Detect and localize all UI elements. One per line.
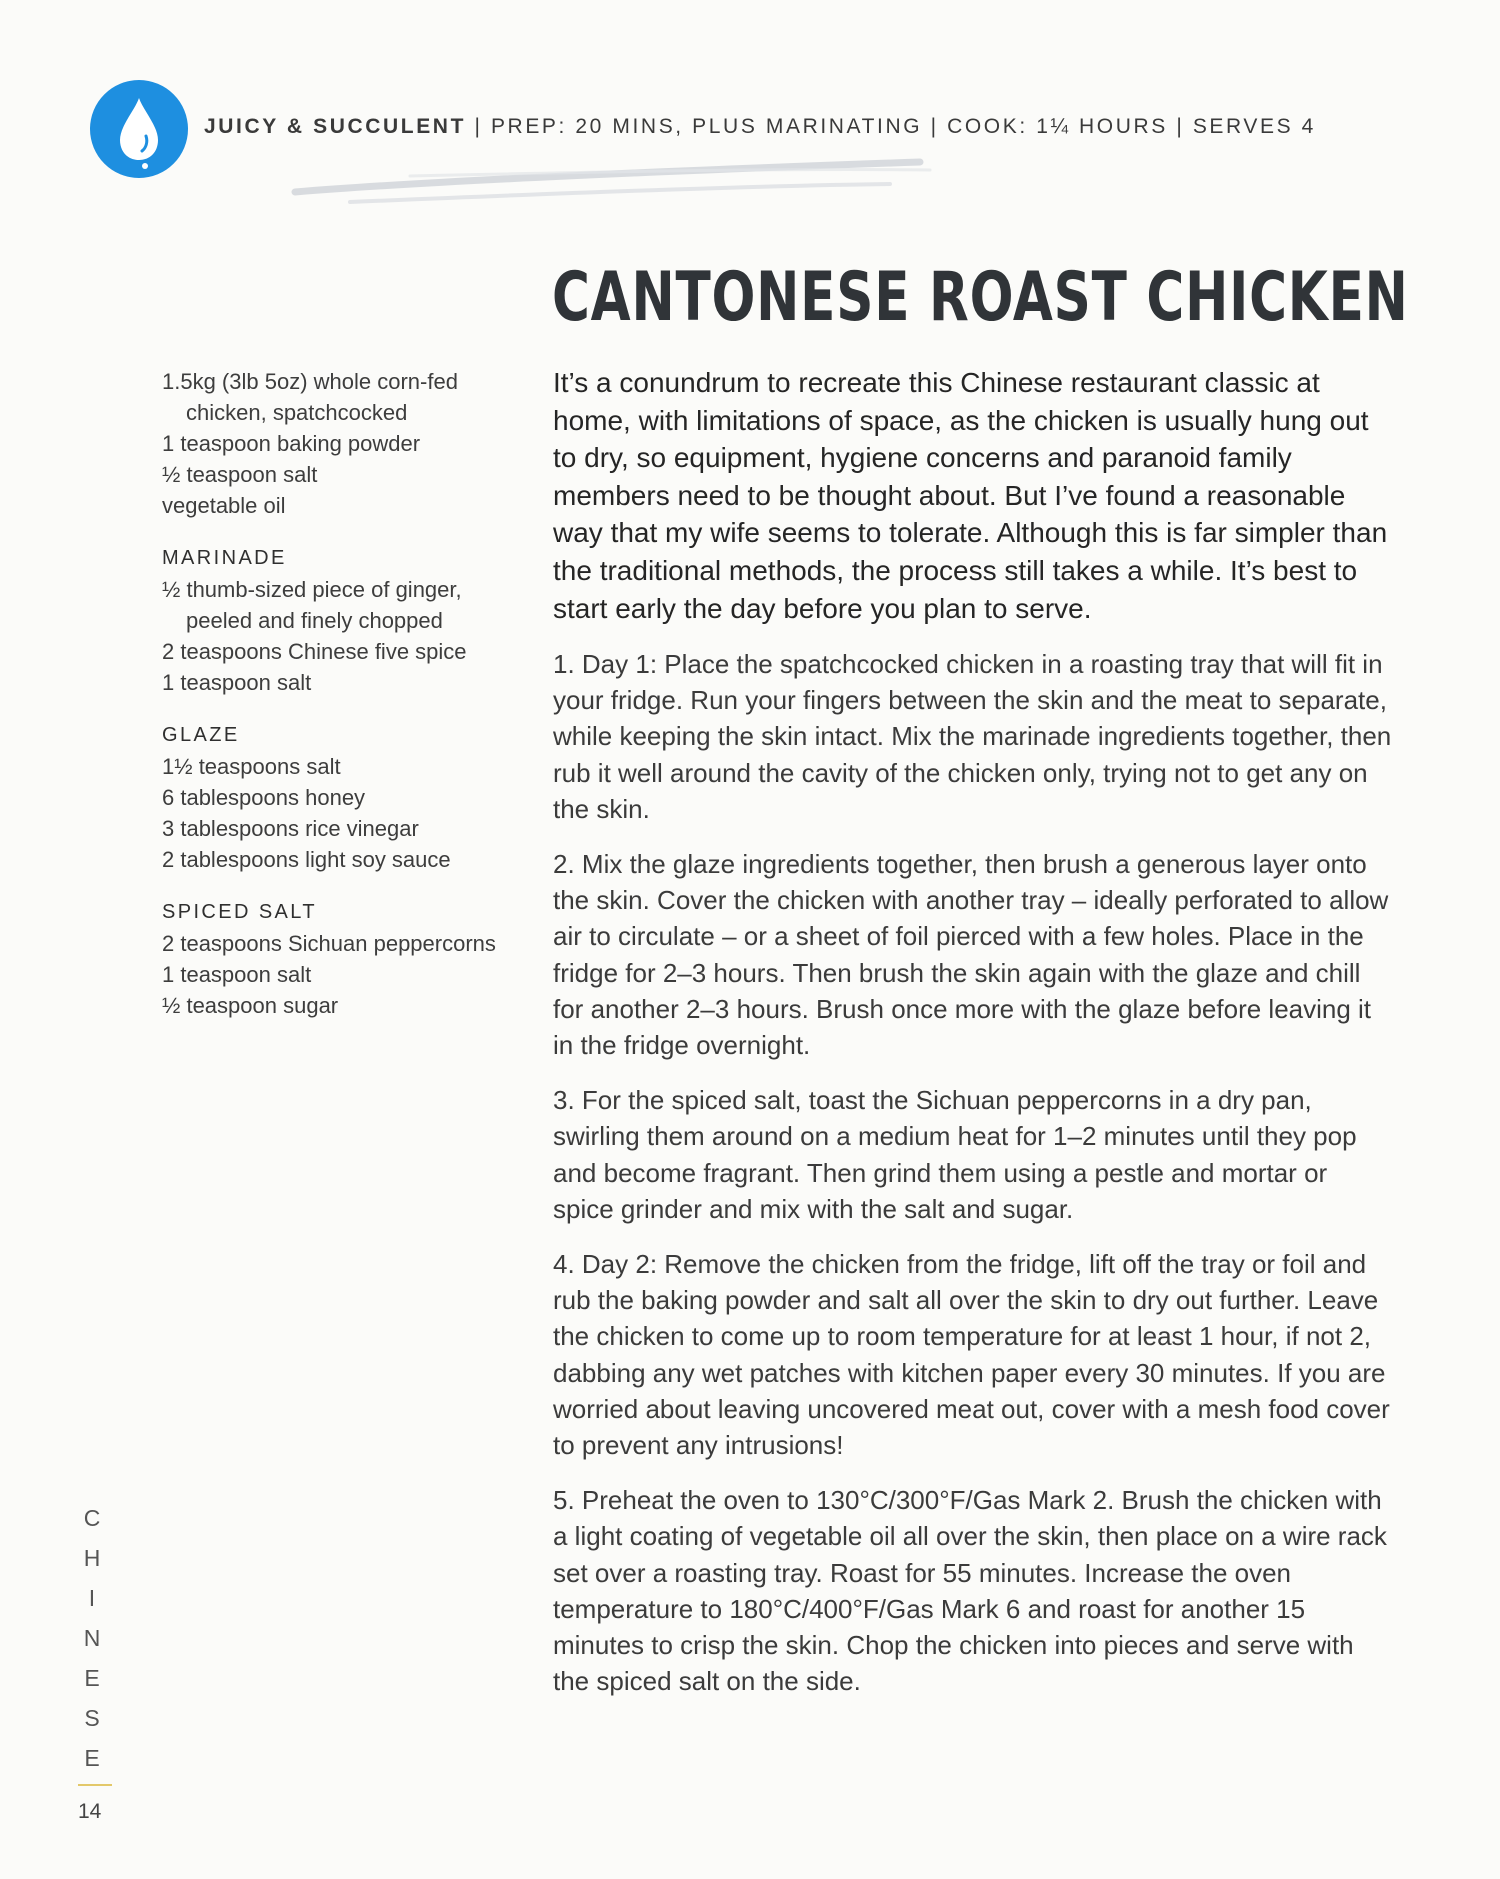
- ingredient-item: 1 teaspoon salt: [162, 962, 312, 987]
- ingredients-spiced-salt: [162, 897, 522, 1021]
- water-drop-badge: [90, 80, 188, 178]
- ingredient-item: 1 teaspoon baking powder: [162, 431, 421, 456]
- ingredient-item: ½ teaspoon sugar: [162, 993, 339, 1018]
- ingredient-item: ½ thumb-sized piece of ginger, peeled and finely chopped: [162, 577, 462, 633]
- meta-separator: |: [930, 115, 939, 138]
- method-step: 1. Day 1: Place the spatchcocked chicken in a roasting tray that will fit in your fridge. Run your fingers between the skin and the meat to separate, while keeping the skin intact. Mix the marinade ingredients together, then rub it well around the cavity of the chicken only, trying not to get any on the skin.: [553, 649, 1392, 824]
- recipe-intro: It’s a conundrum to recreate this Chinese restaurant classic at home, with limitations of space, as the chicken is usually hung out to dry, so equipment, hygiene concerns and paranoid family members need to be thought about. But I’ve found a reasonable way that my wife seems to tolerate. Although this is far simpler than the traditional methods, the process still takes a while. It’s best to start early the day before you plan to serve.: [553, 367, 1388, 624]
- side-letter: E: [84, 1745, 100, 1771]
- spiced-salt-heading: SPICED SALT: [162, 901, 317, 923]
- marinade-heading: MARINADE: [162, 547, 287, 569]
- meta-separator: |: [1176, 115, 1185, 138]
- ingredients-glaze: [162, 720, 522, 875]
- side-letter: E: [84, 1665, 100, 1691]
- ingredient-item: 2 tablespoons light soy sauce: [162, 847, 451, 872]
- ingredient-item: 1 teaspoon salt: [162, 670, 312, 695]
- method-step: 2. Mix the glaze ingredients together, then brush a generous layer onto the skin. Cover the chicken with another tray – ideally perforated to allow air to circulate – or a sheet of foil pierced with a few holes. Place in the fridge for 2–3 hours. Then brush the skin again with the glaze and chill for another 2–3 hours. Brush once more with the glaze before leaving it in the fridge overnight.: [553, 849, 1389, 1061]
- side-letter: S: [84, 1705, 100, 1731]
- brush-stroke-divider: [290, 150, 940, 210]
- ingredients-main: [162, 366, 522, 521]
- prep-time: PREP: 20 MINS, PLUS MARINATING: [490, 115, 923, 138]
- water-drop-icon: [90, 80, 188, 178]
- ingredient-item: ½ teaspoon salt: [162, 462, 318, 487]
- method-step: 3. For the spiced salt, toast the Sichuan peppercorns in a dry pan, swirling them around on a medium heat for 1–2 minutes until they pop and become fragrant. Then grind them using a pestle and mortar or spice grinder and mix with the salt and sugar.: [553, 1085, 1357, 1224]
- side-letter: C: [83, 1505, 101, 1531]
- ingredient-item: 6 tablespoons honey: [162, 785, 366, 810]
- chapter-rule: [78, 1784, 112, 1786]
- recipe-title: CANTONESE ROAST CHICKEN: [552, 258, 1409, 337]
- ingredients-marinade: [162, 543, 522, 698]
- recipe-meta-line: [204, 115, 1316, 139]
- side-letter: N: [83, 1625, 101, 1651]
- page-number: 14: [78, 1800, 102, 1823]
- ingredient-item: 2 teaspoons Chinese five spice: [162, 639, 467, 664]
- ingredient-item: vegetable oil: [162, 493, 286, 518]
- method-step: 4. Day 2: Remove the chicken from the fridge, lift off the tray or foil and rub the baking powder and salt all over the skin to dry out further. Leave the chicken to come up to room temperature for at least 1 hour, if not 2, dabbing any wet patches with kitchen paper every 30 minutes. If you are worried about leaving uncovered meat out, cover with a mesh food cover to prevent any intrusions!: [553, 1249, 1390, 1461]
- ingredients-list: [162, 366, 522, 1043]
- meta-separator: |: [474, 115, 483, 138]
- ingredient-item: 2 teaspoons Sichuan peppercorns: [162, 931, 496, 956]
- category-tag: JUICY & SUCCULENT: [204, 115, 467, 138]
- ingredient-item: 3 tablespoons rice vinegar: [162, 816, 419, 841]
- method-steps: [553, 646, 1393, 1718]
- ingredient-item: 1½ teaspoons salt: [162, 754, 341, 779]
- method-step: 5. Preheat the oven to 130°C/300°F/Gas Mark 2. Brush the chicken with a light coating of vegetable oil all over the skin, then place on a wire rack set over a roasting tray. Roast for 55 minutes. Increase the oven temperature to 180°C/400°F/Gas Mark 6 and roast for another 15 minutes to crisp the skin. Chop the chicken into pieces and serve with the spiced salt on the side.: [553, 1485, 1387, 1697]
- ingredient-item: 1.5kg (3lb 5oz) whole corn-fed chicken, spatchcocked: [162, 369, 458, 425]
- chapter-side-label: [82, 1498, 102, 1778]
- side-letter: I: [88, 1585, 96, 1611]
- servings: SERVES 4: [1192, 115, 1316, 138]
- cook-time: 1¼ HOURS: [1036, 115, 1168, 138]
- side-letter: H: [83, 1545, 101, 1571]
- cook-label: COOK:: [947, 115, 1028, 138]
- glaze-heading: GLAZE: [162, 724, 240, 746]
